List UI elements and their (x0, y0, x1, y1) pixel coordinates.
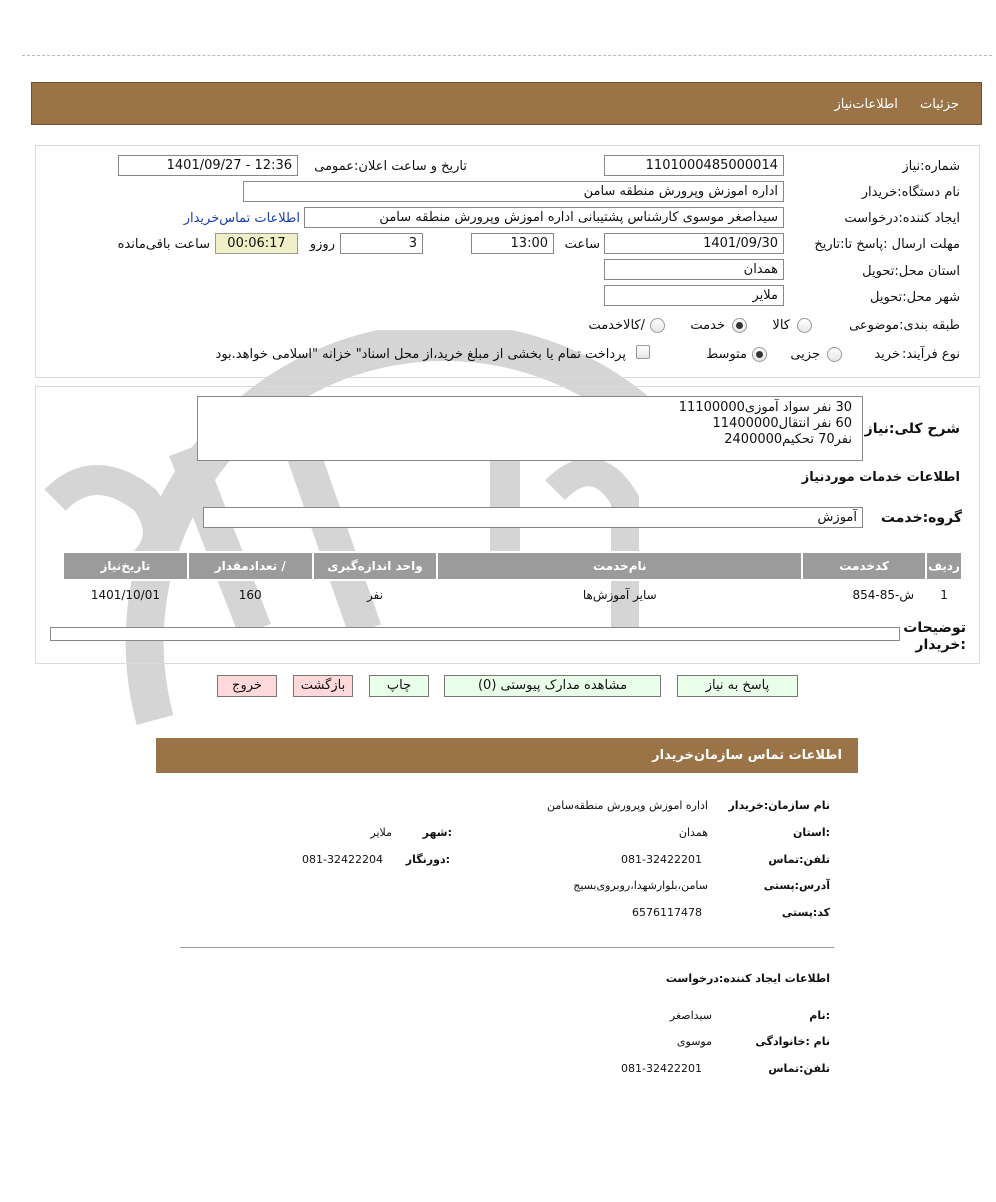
contact-province-label: :استان (793, 826, 830, 839)
remaining-label: ساعت باقی‌مانده (117, 237, 210, 252)
contact-address-value: سامن،بلوارشهدا،روبروی‌بسیج (573, 879, 708, 892)
deadline-date-field: 1401/09/30 (604, 233, 784, 254)
contact-province-value: همدان (678, 826, 708, 839)
province-label: استان محل:تحویل (862, 264, 960, 279)
process-buy-label: خرید (874, 347, 900, 362)
creator-family-label: نام :خانوادگی (755, 1035, 830, 1048)
col-service-code: کدخدمت (802, 552, 926, 580)
process-medium-label: متوسط (706, 347, 747, 362)
service-group-label: گروه:خدمت (880, 510, 962, 526)
tab-details[interactable]: جزئیات (920, 97, 959, 112)
creator-info-title: اطلاعات ایجاد کننده:درخواست (665, 972, 830, 985)
tab-need-info[interactable]: اطلاعات‌نیاز (834, 97, 898, 112)
cell-unit: نفر (366, 587, 383, 602)
days-field: 3 (340, 233, 423, 254)
cell-need-date: 1401/10/01 (90, 587, 160, 602)
creator-name-label: :نام (809, 1009, 830, 1022)
cell-quantity: 160 (238, 587, 262, 602)
general-description-label: شرح کلی:نیاز (864, 421, 960, 437)
buyer-notes-field (50, 627, 900, 641)
treasury-payment-checkbox[interactable] (636, 345, 650, 359)
reply-button[interactable]: پاسخ به نیاز (677, 675, 798, 697)
services-title: اطلاعات خدمات موردنیاز (801, 470, 960, 485)
creator-phone-label: تلفن:تماس (768, 1062, 830, 1075)
cell-row-number: 1 (940, 587, 948, 602)
process-label: نوع فرآیند: (902, 347, 960, 362)
buyer-org-label: نام دستگاه:خریدار (861, 185, 960, 200)
category-both-radio[interactable] (650, 318, 665, 333)
contact-city-value: ملایر (370, 826, 392, 839)
buyer-notes-label-line-2: :خریدار (915, 637, 966, 653)
buyer-notes-label-line-1: توضیحات (903, 620, 966, 636)
contact-city-label: :شهر (422, 826, 452, 839)
attachments-button[interactable]: مشاهده مدارک پیوستی (0) (444, 675, 661, 697)
remaining-timer: 00:06:17 (215, 233, 298, 254)
col-quantity: / تعدادمقدار (188, 552, 313, 580)
contact-postal-value: 6576117478 (632, 906, 702, 919)
service-group-field: آموزش (203, 507, 863, 528)
print-button[interactable]: چاپ (369, 675, 429, 697)
category-label: طبقه بندی:موضوعی (849, 318, 960, 333)
creator-field: سیداصغر موسوی کارشناس پشتیبانی اداره اموزش وپرورش منطقه سامن (304, 207, 784, 228)
days-label: روزو (309, 237, 335, 252)
cell-service-name: سایر آموزش‌ها (582, 587, 657, 602)
deadline-label: مهلت ارسال :پاسخ تا:تاریخ (814, 237, 960, 252)
back-button[interactable]: بازگشت (293, 675, 353, 697)
col-row-number: ردیف (926, 552, 962, 580)
city-label: شهر محل:تحویل (870, 290, 960, 305)
contact-fax-value: 081-32422204 (302, 853, 383, 866)
description-line-2: 60 نفر انتقال11400000 (712, 416, 852, 431)
col-need-date: تاریخ‌نیاز (63, 552, 188, 580)
exit-button[interactable]: خروج (217, 675, 277, 697)
description-line-3: نفر70 تحکیم2400000 (724, 432, 852, 447)
process-minor-radio[interactable] (827, 347, 842, 362)
description-line-1: 30 نفر سواد آموزی11100000 (678, 400, 852, 415)
category-goods-label: کالا (772, 318, 790, 333)
contact-section-title: اطلاعات تماس سازمان‌خریدار (156, 738, 858, 773)
city-field: ملایر (604, 285, 784, 306)
contact-divider (180, 947, 834, 948)
announce-label: تاریخ و ساعت اعلان:عمومی (314, 159, 467, 174)
category-service-radio[interactable] (732, 318, 747, 333)
buyer-org-field: اداره اموزش وپرورش منطقه سامن (243, 181, 784, 202)
need-number-label: شماره:نیاز (902, 159, 960, 174)
province-field: همدان (604, 259, 784, 280)
header-bar (31, 82, 982, 125)
need-info-panel (35, 145, 980, 378)
need-number-field: 1101000485000014 (604, 155, 784, 176)
table-row (63, 580, 962, 608)
creator-name-value: سیداصغر (669, 1009, 712, 1022)
col-service-name: نام‌خدمت (437, 552, 802, 580)
creator-phone-value: 081-32422201 (621, 1062, 702, 1075)
contact-fax-label: :دورنگار (405, 853, 450, 866)
category-goods-radio[interactable] (797, 318, 812, 333)
contact-address-label: آدرس:پستی (763, 879, 830, 892)
buyer-notes-label (903, 620, 966, 654)
category-service-label: خدمت (690, 318, 725, 333)
process-minor-label: جزیی (790, 347, 820, 362)
contact-org-value: اداره اموزش وپرورش منطقه‌سامن (547, 799, 708, 812)
col-unit: واحد اندازه‌گیری (313, 552, 438, 580)
deadline-hour-label: ساعت (564, 237, 600, 252)
general-description-box (197, 396, 863, 461)
contact-postal-label: کد:پستی (781, 906, 830, 919)
treasury-payment-note: پرداخت تمام یا بخشی از مبلغ خرید،از محل اسناد" خزانه "اسلامی خواهد.بود (215, 347, 626, 362)
top-divider (22, 55, 992, 56)
creator-label: ایجاد کننده:درخواست (844, 211, 960, 226)
contact-org-label: نام سازمان:خریدار (728, 799, 830, 812)
contact-buyer-link[interactable]: اطلاعات تماس‌خریدار (183, 211, 300, 226)
services-table (62, 551, 963, 608)
process-medium-radio[interactable] (752, 347, 767, 362)
contact-phone-label: تلفن:تماس (768, 853, 830, 866)
contact-phone-value: 081-32422201 (621, 853, 702, 866)
deadline-time-field: 13:00 (471, 233, 554, 254)
announce-field: 1401/09/27 - 12:36 (118, 155, 298, 176)
cell-service-code: ش-85-854 (852, 587, 915, 602)
category-both-label: /کالاخدمت (588, 318, 645, 333)
creator-family-value: موسوی (676, 1035, 712, 1048)
table-header-row (63, 552, 962, 580)
